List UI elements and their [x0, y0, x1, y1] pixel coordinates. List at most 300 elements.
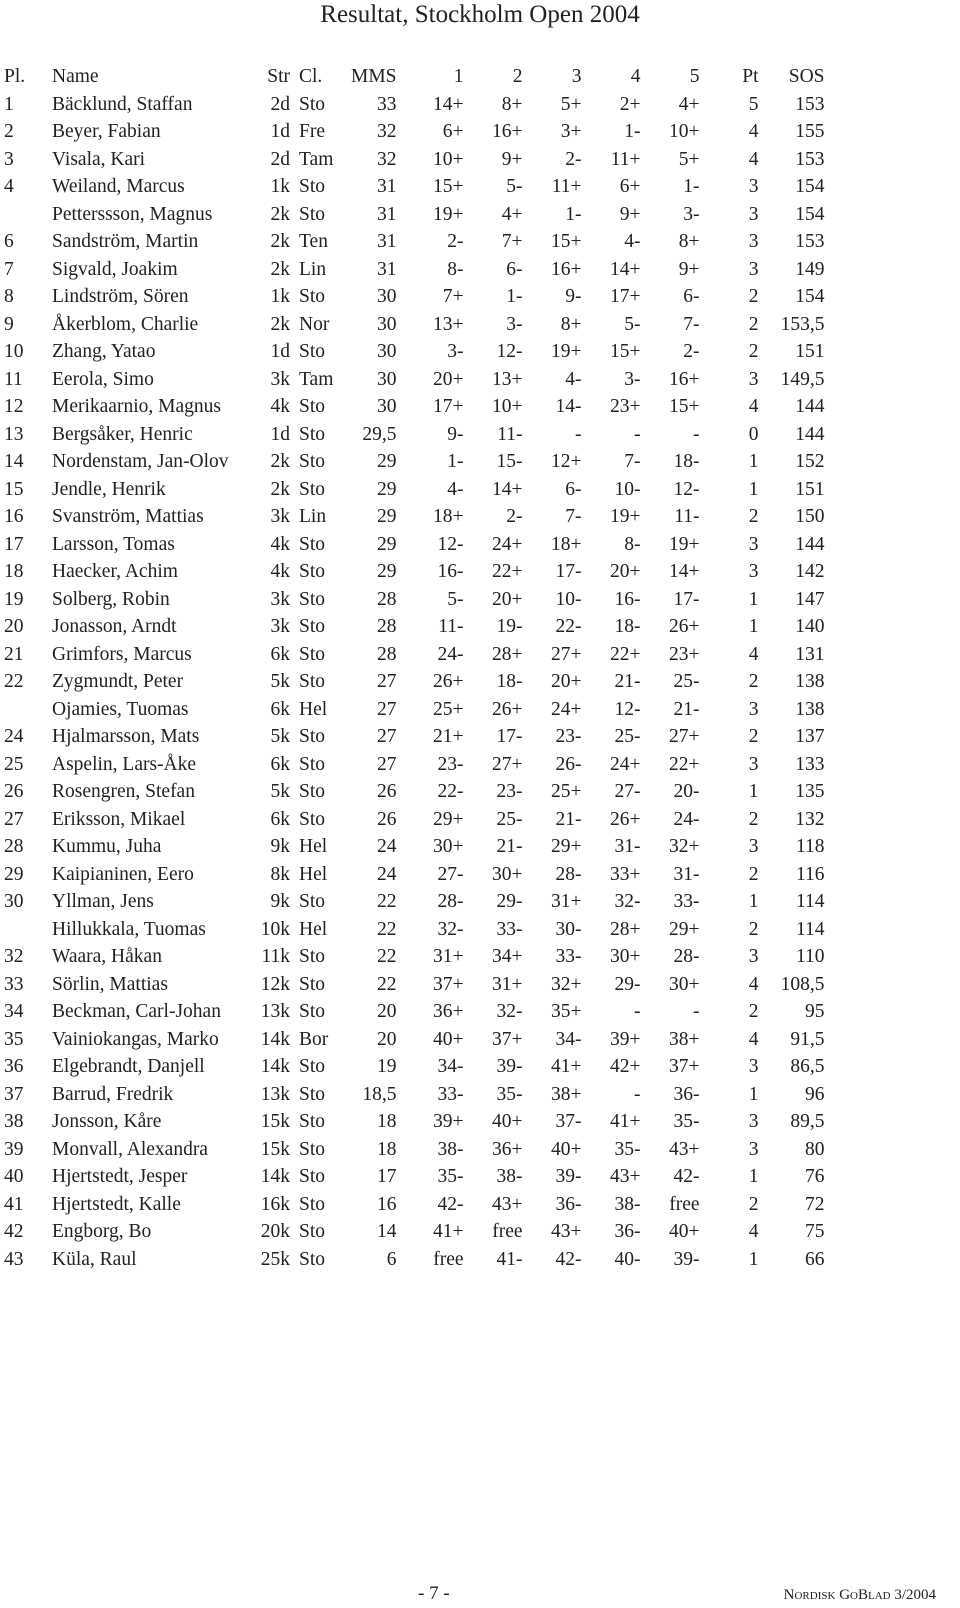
cell-name: Kaipianinen, Eero: [52, 863, 194, 885]
cell-round-4: 39+: [610, 1028, 641, 1050]
cell-club: Sto: [299, 671, 326, 692]
cell-round-2: 18-: [496, 671, 523, 692]
cell-round-2: 41-: [496, 1248, 523, 1270]
cell-round-3: 22-: [555, 616, 582, 637]
cell-strength: 3k: [270, 368, 290, 390]
cell-sos: 118: [796, 836, 825, 857]
cell-round-4: 31-: [614, 836, 641, 857]
cell-strength: 9k: [270, 836, 290, 857]
cell-club: Sto: [299, 451, 326, 472]
cell-round-1: 8-: [447, 258, 464, 280]
cell-strength: 14k: [260, 1166, 290, 1187]
cell-points: 5: [748, 93, 759, 115]
cell-club: Hel: [299, 698, 328, 720]
cell-mms: 28: [377, 643, 397, 665]
cell-name: Solberg, Robin: [52, 588, 170, 610]
cell-club: Sto: [299, 1248, 326, 1270]
cell-strength: 15k: [260, 1138, 290, 1160]
cell-round-3: -: [575, 423, 582, 445]
cell-name: Sigvald, Joakim: [52, 258, 178, 280]
cell-round-1: 2-: [447, 231, 464, 252]
cell-mms: 28: [377, 616, 397, 637]
cell-round-3: 43+: [551, 1221, 582, 1242]
cell-strength: 15k: [260, 1111, 290, 1132]
cell-name: Nordenstam, Jan-Olov: [52, 451, 229, 472]
cell-points: 2: [748, 808, 759, 830]
table-row: [0, 256, 825, 284]
cell-round-1: 17+: [433, 396, 464, 417]
cell-place: 41: [4, 1193, 24, 1215]
cell-name: Monvall, Alexandra: [52, 1138, 208, 1160]
cell-round-5: -: [693, 1001, 700, 1022]
cell-strength: 6k: [270, 808, 290, 830]
cell-sos: 75: [805, 1221, 825, 1242]
cell-points: 3: [748, 1138, 759, 1160]
cell-round-2: 29-: [496, 891, 523, 912]
cell-round-2: 33-: [496, 918, 523, 940]
cell-sos: 154: [795, 203, 825, 225]
cell-club: Lin: [299, 258, 327, 280]
cell-club: Sto: [299, 753, 326, 775]
cell-round-4: 26+: [610, 808, 641, 830]
cell-round-4: 11+: [610, 148, 641, 170]
table-row: [0, 586, 825, 614]
cell-points: 3: [748, 946, 759, 967]
cell-sos: 114: [796, 891, 825, 912]
cell-mms: 27: [377, 726, 397, 747]
cell-sos: 147: [795, 588, 825, 610]
cell-round-4: 25-: [614, 726, 641, 747]
table-row: [0, 778, 825, 806]
cell-round-1: 41+: [433, 1221, 464, 1242]
table-row: [0, 476, 825, 504]
cell-mms: 30: [377, 286, 397, 307]
cell-round-2: 26+: [492, 698, 523, 720]
cell-round-4: 22+: [610, 643, 641, 665]
cell-place: 17: [4, 533, 24, 555]
cell-mms: 17: [377, 1166, 397, 1187]
cell-round-4: 5-: [624, 313, 641, 335]
table-row: [0, 1108, 825, 1136]
page-title: Resultat, Stockholm Open 2004: [320, 1, 640, 28]
cell-round-3: 4-: [565, 368, 582, 390]
cell-round-4: 38-: [614, 1193, 641, 1215]
table-row: [0, 338, 825, 366]
table-row: [0, 173, 825, 201]
cell-round-1: 33-: [437, 1083, 464, 1105]
cell-name: Hjalmarsson, Mats: [52, 726, 200, 747]
cell-mms: 18,5: [362, 1083, 397, 1105]
cell-round-3: 31+: [551, 891, 582, 912]
cell-round-2: 32-: [496, 1001, 523, 1022]
cell-round-5: 11-: [674, 506, 700, 527]
cell-sos: 154: [795, 176, 825, 197]
cell-round-4: 4-: [624, 231, 641, 252]
cell-strength: 4k: [270, 561, 290, 582]
cell-round-4: 28+: [610, 918, 641, 940]
table-row: [0, 283, 825, 311]
cell-strength: 3k: [270, 588, 290, 610]
cell-place: 11: [4, 368, 23, 390]
cell-sos: 108,5: [780, 973, 825, 995]
cell-round-4: 3-: [624, 368, 641, 390]
cell-strength: 5k: [270, 781, 290, 802]
cell-round-2: 31+: [492, 973, 523, 995]
cell-round-2: 12-: [496, 341, 523, 362]
cell-points: 2: [748, 313, 759, 335]
cell-name: Ojamies, Tuomas: [52, 698, 189, 720]
table-row: [0, 1053, 825, 1081]
cell-round-1: 1-: [447, 451, 464, 472]
cell-mms: 20: [377, 1001, 397, 1022]
cell-mms: 27: [377, 753, 397, 775]
cell-points: 4: [748, 148, 759, 170]
cell-place: 9: [4, 313, 14, 335]
cell-round-4: 19+: [610, 506, 641, 527]
cell-round-3: 26-: [555, 753, 582, 775]
cell-round-2: 10+: [492, 396, 523, 417]
table-row: [0, 943, 825, 971]
cell-round-5: 30+: [669, 973, 700, 995]
cell-sos: 66: [805, 1248, 825, 1270]
cell-place: 13: [4, 423, 24, 445]
cell-place: 14: [4, 451, 24, 472]
cell-round-3: 9-: [565, 286, 582, 307]
cell-strength: 12k: [260, 973, 290, 995]
cell-round-2: free: [492, 1221, 523, 1242]
cell-round-3: 19+: [551, 341, 582, 362]
cell-round-1: 14+: [433, 93, 464, 115]
cell-round-1: 18+: [433, 506, 464, 527]
cell-round-5: 18-: [673, 451, 700, 472]
cell-round-5: free: [669, 1193, 700, 1215]
cell-place: 15: [4, 478, 24, 500]
cell-round-3: 35+: [551, 1001, 582, 1022]
cell-name: Eriksson, Mikael: [52, 808, 186, 830]
cell-mms: 30: [377, 313, 397, 335]
cell-round-1: 42-: [437, 1193, 464, 1215]
cell-points: 2: [748, 863, 759, 885]
cell-round-1: 31+: [433, 946, 464, 967]
cell-mms: 31: [377, 176, 397, 197]
cell-name: Rosengren, Stefan: [52, 781, 195, 802]
table-row: [0, 448, 825, 476]
cell-strength: 1k: [270, 176, 290, 197]
cell-club: Fre: [299, 121, 325, 142]
cell-round-5: 35-: [673, 1111, 700, 1132]
results-body: [0, 91, 825, 1274]
cell-strength: 5k: [270, 671, 290, 692]
cell-strength: 10k: [260, 918, 290, 940]
cell-mms: 6: [386, 1248, 397, 1270]
cell-points: 3: [748, 836, 759, 857]
cell-round-5: 20-: [673, 781, 700, 802]
cell-round-4: 1-: [624, 121, 641, 142]
cell-club: Sto: [299, 808, 326, 830]
cell-points: 3: [748, 258, 759, 280]
cell-name: Barrud, Fredrik: [52, 1083, 174, 1105]
cell-sos: 154: [795, 286, 825, 307]
cell-points: 1: [748, 891, 759, 912]
cell-sos: 140: [795, 616, 825, 637]
cell-place: [0, 201, 52, 229]
cell-round-1: 9-: [447, 423, 464, 445]
cell-round-1: 4-: [447, 478, 464, 500]
cell-mms: 30: [377, 368, 397, 390]
cell-round-1: 32-: [437, 918, 464, 940]
cell-sos: 153: [795, 93, 825, 115]
cell-strength: 1d: [270, 121, 290, 142]
cell-round-2: 7+: [501, 231, 523, 252]
header-club: Cl.: [299, 66, 323, 87]
cell-strength: 20k: [260, 1221, 290, 1242]
table-row: [0, 201, 825, 229]
cell-points: 1: [748, 1248, 759, 1270]
cell-place: 3: [4, 148, 14, 170]
cell-round-4: 8-: [624, 533, 641, 555]
cell-points: 3: [748, 1056, 759, 1077]
cell-round-5: 12-: [673, 478, 700, 500]
cell-place: 42: [4, 1221, 24, 1242]
cell-club: Sto: [299, 1001, 326, 1022]
cell-round-3: 18+: [551, 533, 582, 555]
table-row: [0, 998, 825, 1026]
cell-round-4: 27-: [614, 781, 641, 802]
table-row: [0, 146, 825, 174]
cell-place: 6: [4, 231, 14, 252]
cell-points: 4: [748, 1221, 759, 1242]
cell-strength: 14k: [260, 1056, 290, 1077]
cell-round-5: 1-: [683, 176, 700, 197]
table-row: [0, 1218, 825, 1246]
table-row: [0, 971, 825, 999]
cell-round-2: 39-: [496, 1056, 523, 1077]
cell-round-3: 3+: [560, 121, 582, 142]
cell-place: [0, 916, 52, 944]
cell-sos: 80: [805, 1138, 825, 1160]
cell-round-4: 29-: [614, 973, 641, 995]
cell-round-4: 23+: [610, 396, 641, 417]
header-name: Name: [52, 66, 99, 87]
cell-round-5: 5+: [678, 148, 700, 170]
cell-mms: 26: [377, 781, 397, 802]
cell-name: Yllman, Jens: [52, 891, 154, 912]
cell-round-5: 6-: [683, 286, 700, 307]
cell-round-5: 40+: [669, 1221, 700, 1242]
cell-place: 40: [4, 1166, 24, 1187]
table-row: [0, 1246, 825, 1274]
cell-round-3: 36-: [555, 1193, 582, 1215]
table-row: [0, 641, 825, 669]
table-row: [0, 1191, 825, 1219]
cell-round-2: 23-: [496, 781, 523, 802]
cell-round-4: 35-: [614, 1138, 641, 1160]
cell-round-5: 42-: [673, 1166, 700, 1187]
cell-round-5: 7-: [683, 313, 700, 335]
cell-place: 37: [4, 1083, 24, 1105]
table-header-row: [0, 63, 825, 91]
cell-round-2: 17-: [496, 726, 523, 747]
cell-club: Sto: [299, 1221, 326, 1242]
cell-mms: 20: [377, 1028, 397, 1050]
cell-sos: 89,5: [790, 1111, 825, 1132]
cell-sos: 151: [795, 478, 825, 500]
cell-place: 43: [4, 1248, 24, 1270]
cell-points: 3: [748, 533, 759, 555]
cell-points: 1: [748, 478, 759, 500]
cell-round-2: 8+: [501, 93, 523, 115]
results-table: [0, 63, 825, 1273]
cell-points: 3: [748, 368, 759, 390]
cell-round-4: 36-: [614, 1221, 641, 1242]
cell-club: Bor: [299, 1028, 329, 1050]
cell-round-1: 39+: [433, 1111, 464, 1132]
cell-round-3: 41+: [551, 1056, 582, 1077]
cell-name: Hjertstedt, Jesper: [52, 1166, 188, 1187]
cell-strength: 9k: [270, 891, 290, 912]
cell-round-3: 2-: [565, 148, 582, 170]
cell-place: 32: [4, 946, 24, 967]
table-row: [0, 558, 825, 586]
cell-round-3: 12+: [551, 451, 582, 472]
cell-sos: 131: [795, 643, 825, 665]
cell-strength: 1d: [270, 341, 290, 362]
header-round-3: 3: [571, 66, 582, 87]
cell-round-1: 38-: [437, 1138, 464, 1160]
table-row: [0, 118, 825, 146]
cell-round-5: 16+: [669, 368, 700, 390]
cell-points: 3: [748, 698, 759, 720]
cell-round-3: 8+: [560, 313, 582, 335]
cell-mms: 29: [377, 533, 397, 555]
cell-round-3: 25+: [551, 781, 582, 802]
cell-club: Hel: [299, 863, 328, 885]
header-place: Pl.: [4, 66, 26, 87]
cell-mms: 22: [377, 973, 397, 995]
cell-round-2: 28+: [492, 643, 523, 665]
cell-round-2: 40+: [492, 1111, 523, 1132]
cell-round-4: 16-: [614, 588, 641, 610]
cell-mms: 18: [377, 1111, 397, 1132]
cell-points: 2: [748, 1193, 759, 1215]
cell-round-4: 2+: [619, 93, 641, 115]
cell-club: Hel: [299, 836, 328, 857]
cell-mms: 22: [377, 918, 397, 940]
cell-sos: 137: [795, 726, 825, 747]
cell-name: Visala, Kari: [52, 148, 146, 170]
cell-club: Sto: [299, 478, 326, 500]
cell-points: 1: [748, 616, 759, 637]
cell-round-4: 40-: [614, 1248, 641, 1270]
cell-club: Sto: [299, 1193, 326, 1215]
cell-sos: 133: [795, 753, 825, 775]
cell-round-2: 1-: [506, 286, 523, 307]
table-row: [0, 421, 825, 449]
cell-round-2: 20+: [492, 588, 523, 610]
cell-name: Åkerblom, Charlie: [52, 313, 199, 335]
cell-mms: 29: [377, 506, 397, 527]
cell-round-4: 20+: [610, 561, 641, 582]
cell-round-1: 12-: [437, 533, 464, 555]
cell-name: Svanström, Mattias: [52, 506, 204, 527]
table-row: [0, 696, 825, 724]
cell-place: 24: [4, 726, 24, 747]
table-row: [0, 861, 825, 889]
cell-place: 38: [4, 1111, 24, 1132]
cell-place: 19: [4, 588, 24, 610]
cell-round-4: 17+: [610, 286, 641, 307]
cell-round-5: 10+: [669, 121, 700, 142]
header-round-5: 5: [689, 66, 700, 87]
cell-round-1: free: [433, 1248, 464, 1270]
cell-name: Küla, Raul: [52, 1248, 137, 1270]
cell-round-3: 34-: [555, 1028, 582, 1050]
header-strength: Str: [267, 66, 290, 87]
cell-club: Hel: [299, 918, 328, 940]
cell-round-2: 6-: [506, 258, 523, 280]
cell-round-2: 13+: [492, 368, 523, 390]
cell-round-4: 30+: [610, 946, 641, 967]
cell-place: 34: [4, 1001, 24, 1022]
cell-round-3: 10-: [555, 588, 582, 610]
cell-round-3: 6-: [565, 478, 582, 500]
table-row: [0, 366, 825, 394]
cell-sos: 153: [795, 148, 825, 170]
cell-place: 1: [4, 93, 14, 115]
cell-round-2: 2-: [506, 506, 523, 527]
cell-name: Beyer, Fabian: [52, 121, 161, 142]
cell-place: 26: [4, 781, 24, 802]
cell-round-5: -: [693, 423, 700, 445]
cell-points: 2: [748, 506, 759, 527]
cell-sos: 116: [796, 863, 825, 885]
cell-place: 16: [4, 506, 24, 527]
cell-round-2: 43+: [492, 1193, 523, 1215]
cell-round-4: 32-: [614, 891, 641, 912]
cell-sos: 144: [795, 396, 825, 417]
cell-round-3: 40+: [551, 1138, 582, 1160]
cell-place: 4: [4, 176, 14, 197]
cell-points: 2: [748, 1001, 759, 1022]
cell-sos: 153,5: [780, 313, 825, 335]
cell-mms: 24: [377, 836, 397, 857]
cell-mms: 32: [377, 121, 397, 142]
cell-round-5: 25-: [673, 671, 700, 692]
cell-strength: 2k: [270, 203, 290, 225]
cell-round-3: 29+: [551, 836, 582, 857]
cell-points: 1: [748, 1083, 759, 1105]
cell-sos: 96: [805, 1083, 825, 1105]
table-row: [0, 751, 825, 779]
cell-round-5: 37+: [669, 1056, 700, 1077]
cell-name: Sandström, Martin: [52, 231, 199, 252]
cell-sos: 138: [795, 698, 825, 720]
cell-round-3: 33-: [555, 946, 582, 967]
cell-sos: 86,5: [790, 1056, 825, 1077]
cell-points: 0: [748, 423, 759, 445]
cell-round-5: 31-: [673, 863, 700, 885]
cell-mms: 26: [377, 808, 397, 830]
cell-sos: 135: [795, 781, 825, 802]
cell-round-4: 42+: [610, 1056, 641, 1077]
header-round-2: 2: [512, 66, 523, 87]
cell-round-2: 5-: [506, 176, 523, 197]
cell-name: Bergsåker, Henric: [52, 423, 193, 445]
cell-name: Bäcklund, Staffan: [52, 93, 193, 115]
cell-strength: 13k: [260, 1083, 290, 1105]
cell-club: Sto: [299, 1166, 326, 1187]
table-row: [0, 503, 825, 531]
